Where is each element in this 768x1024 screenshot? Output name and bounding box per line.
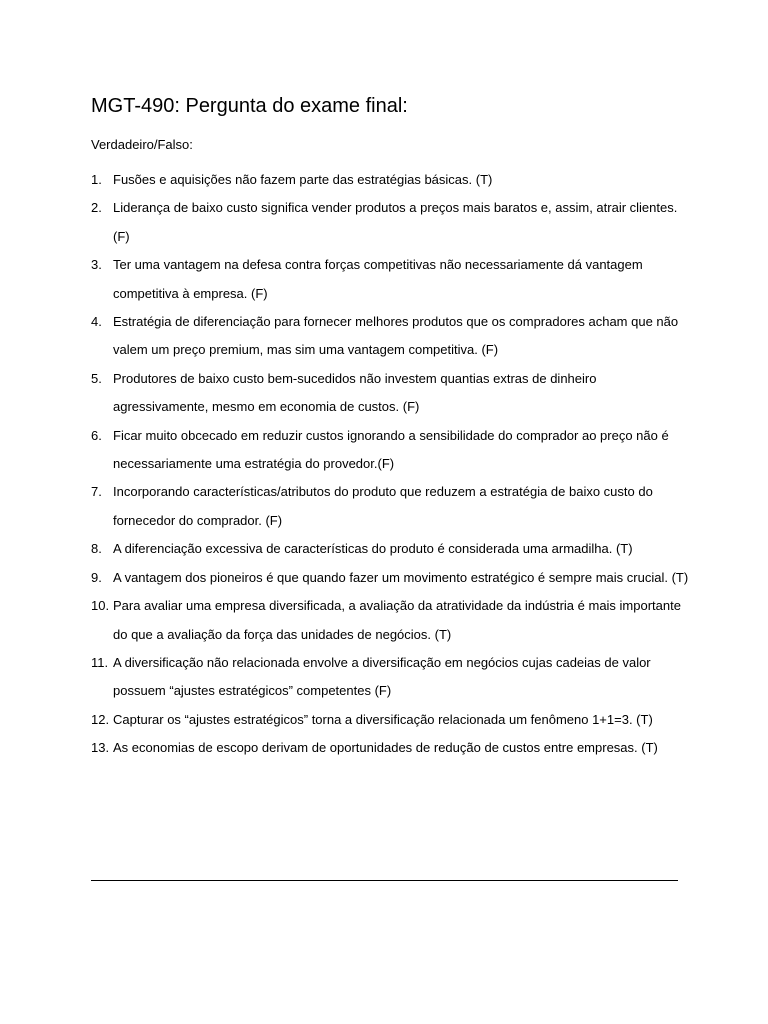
question-text: Incorporando características/atributos do produto que reduzem a estratégia de baixo custo do fornecedor do comprador. (F)	[113, 484, 653, 528]
question-text: As economias de escopo derivam de oportunidades de redução de custos entre empresas. (T)	[113, 740, 658, 756]
question-text: Estratégia de diferenciação para fornecer melhores produtos que os compradores acham que não valem um preço premium, mas sim uma vantagem competitiva. (F)	[113, 314, 679, 358]
question-item	[91, 308, 691, 365]
question-item	[91, 706, 691, 734]
question-item	[91, 422, 691, 479]
question-text: Ter uma vantagem na defesa contra forças competitivas não necessariamente dá vantagem competitiva à empresa. (F)	[113, 257, 643, 301]
question-number: 3.	[91, 257, 102, 273]
horizontal-rule	[91, 880, 678, 881]
question-item	[91, 365, 691, 422]
question-text: A diversificação não relacionada envolve a diversificação em negócios cujas cadeias de valor possuem “ajustes estratégicos” competentes (F)	[113, 654, 651, 699]
question-item	[91, 592, 691, 649]
question-item	[91, 649, 691, 706]
question-item	[91, 166, 691, 194]
question-number: 6.	[91, 427, 102, 443]
question-number: 1.	[91, 172, 102, 187]
question-number: 11.	[91, 654, 109, 670]
question-text: Liderança de baixo custo significa vender produtos a preços mais baratos e, assim, atrair clientes. (F)	[113, 200, 678, 244]
question-text: Fusões e aquisições não fazem parte das estratégias básicas. (T)	[113, 172, 493, 187]
question-text: A diferenciação excessiva de características do produto é considerada uma armadilha. (T)	[113, 541, 633, 557]
question-number: 5.	[91, 370, 102, 386]
question-number: 2.	[91, 200, 102, 216]
question-number: 13.	[91, 740, 110, 756]
question-text: Produtores de baixo custo bem-sucedidos não investem quantias extras de dinheiro agressivamente, mesmo em economia de custos. (F)	[113, 370, 597, 415]
question-text: A vantagem dos pioneiros é que quando fazer um movimento estratégico é sempre mais crucial. (T)	[113, 569, 689, 585]
question-item	[91, 478, 691, 535]
question-text: Para avaliar uma empresa diversificada, a avaliação da atratividade da indústria é mais importante do que a avaliação da força das unidades de negócios. (T)	[113, 598, 681, 642]
question-item	[91, 535, 691, 563]
question-number: 10.	[91, 598, 110, 614]
question-number: 9.	[91, 569, 102, 585]
question-number: 12.	[91, 711, 110, 727]
question-item	[91, 194, 691, 251]
question-item	[91, 564, 691, 592]
question-number: 4.	[91, 314, 102, 330]
section-label: Verdadeiro/Falso:	[91, 137, 193, 152]
question-list	[91, 166, 691, 763]
question-text: Ficar muito obcecado em reduzir custos ignorando a sensibilidade do comprador ao preço não é necessariamente uma estratégia do provedor.(F)	[113, 427, 669, 472]
question-item	[91, 734, 691, 762]
question-item	[91, 251, 691, 308]
document-title: MGT-490: Pergunta do exame final:	[91, 95, 408, 117]
question-text: Capturar os “ajustes estratégicos” torna a diversificação relacionada um fenômeno 1+1=3. (T)	[113, 711, 653, 727]
question-number: 7.	[91, 484, 102, 500]
question-number: 8.	[91, 541, 102, 557]
